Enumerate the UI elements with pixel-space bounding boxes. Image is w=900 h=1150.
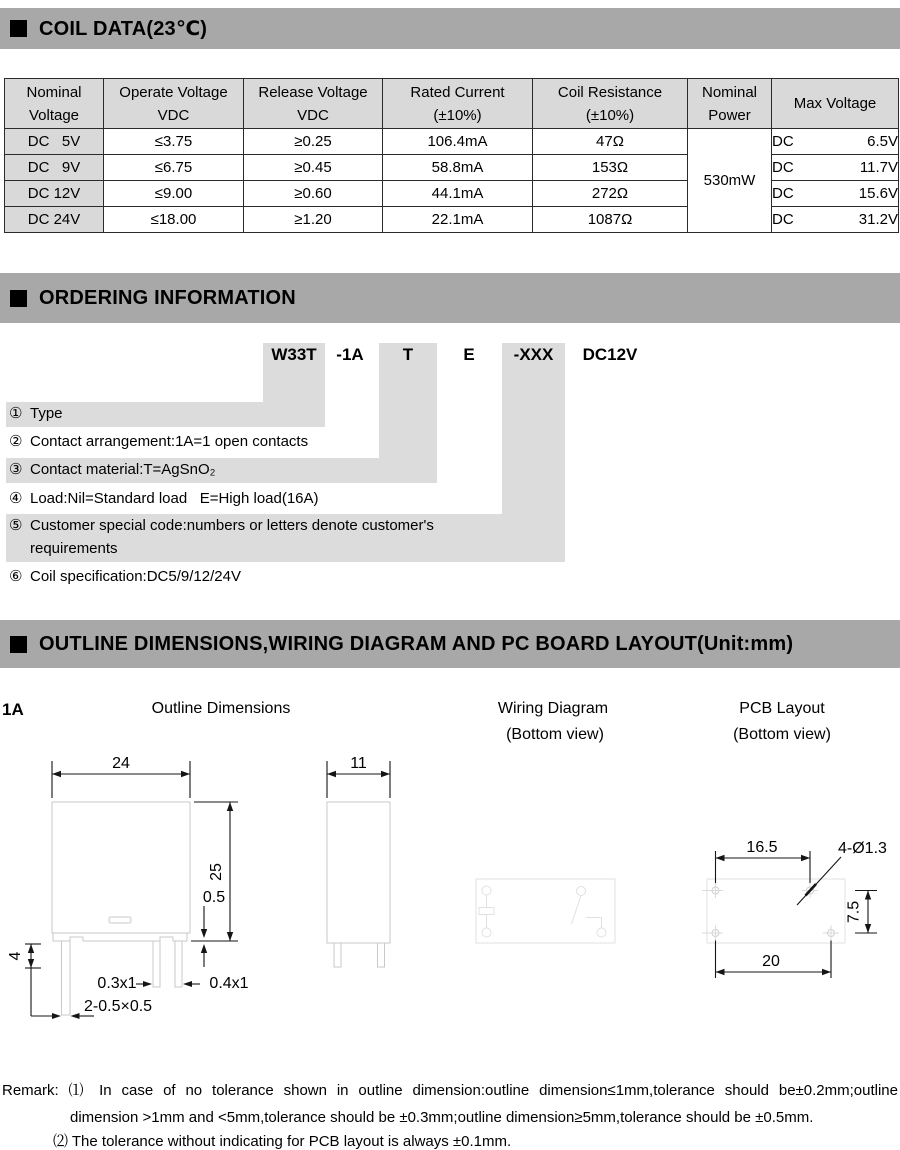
cell-coil-resistance: 1087Ω bbox=[533, 207, 688, 233]
pin-left bbox=[62, 941, 71, 1015]
cell-release-voltage: ≥1.20 bbox=[244, 207, 383, 233]
dim-pin-b-size bbox=[183, 975, 249, 992]
code-part-material: T bbox=[402, 345, 414, 364]
relay-body-side bbox=[327, 802, 390, 943]
svg-text:16.5: 16.5 bbox=[746, 839, 778, 856]
dim-front-width bbox=[52, 755, 190, 798]
svg-text:7.5: 7.5 bbox=[845, 900, 863, 924]
ordering-item-5-line2: requirements bbox=[30, 540, 118, 557]
dim-pin-length bbox=[7, 944, 41, 1016]
ordering-item-1: ① Type bbox=[9, 405, 63, 422]
side-view-drawing bbox=[327, 755, 390, 967]
section-bullet-icon bbox=[10, 636, 27, 653]
cell-release-voltage: ≥0.60 bbox=[244, 181, 383, 207]
col-header-rated-current: Rated Current (±10%) bbox=[383, 79, 533, 129]
wiring-diagram-drawing bbox=[476, 879, 615, 943]
relay-body-front bbox=[52, 802, 190, 933]
code-part-load: E bbox=[463, 345, 475, 364]
pin-side-left bbox=[334, 943, 341, 967]
dim-front-height bbox=[191, 802, 238, 941]
cell-operate-voltage: ≤6.75 bbox=[104, 155, 244, 181]
pin-side-right bbox=[378, 943, 385, 967]
section-header-coil-data bbox=[0, 8, 900, 49]
code-part-contact: -1A bbox=[336, 345, 364, 364]
code-part-special: -XXX bbox=[513, 345, 554, 364]
cell-coil-resistance: 153Ω bbox=[533, 155, 688, 181]
col-header-nominal-power: Nominal Power bbox=[688, 79, 772, 129]
svg-text:0.3x1: 0.3x1 bbox=[97, 975, 137, 992]
cell-operate-voltage: ≤3.75 bbox=[104, 129, 244, 155]
col-header-nominal-voltage: Nominal Voltage bbox=[5, 79, 104, 129]
cell-rated-current: 44.1mA bbox=[383, 181, 533, 207]
cell-rated-current: 58.8mA bbox=[383, 155, 533, 181]
cell-max-voltage: DC 6.5V bbox=[772, 129, 899, 155]
cell-nominal-voltage: DC 5V bbox=[5, 129, 104, 155]
wiring-diagram-label: Wiring Diagram bbox=[497, 700, 609, 717]
svg-text:0.5: 0.5 bbox=[202, 889, 226, 906]
svg-text:25: 25 bbox=[208, 863, 225, 881]
pcb-layout-drawing bbox=[702, 839, 887, 978]
ordering-item-2: ② Contact arrangement:1A=1 open contacts bbox=[9, 433, 309, 450]
coil-symbol bbox=[479, 908, 494, 915]
svg-text:0.4x1: 0.4x1 bbox=[209, 975, 249, 992]
section-bullet-icon bbox=[10, 290, 27, 307]
svg-text:11: 11 bbox=[350, 755, 367, 772]
cell-nominal-voltage: DC 9V bbox=[5, 155, 104, 181]
svg-text:4: 4 bbox=[7, 951, 24, 961]
front-view-drawing bbox=[7, 755, 249, 1019]
pcb-layout-label: PCB Layout bbox=[739, 700, 825, 717]
section-header-ordering bbox=[0, 273, 900, 323]
svg-text:2-0.5×0.5: 2-0.5×0.5 bbox=[84, 998, 153, 1015]
cell-operate-voltage: ≤9.00 bbox=[104, 181, 244, 207]
cell-rated-current: 22.1mA bbox=[383, 207, 533, 233]
cell-max-voltage: DC 31.2V bbox=[772, 207, 899, 233]
table-header-row bbox=[5, 79, 899, 129]
pin-mid-right bbox=[175, 941, 182, 987]
wiring-outline bbox=[476, 879, 615, 943]
section-title: COIL DATA(23℃) bbox=[39, 18, 208, 40]
svg-text:20: 20 bbox=[762, 953, 780, 970]
dim-pin-left-size bbox=[31, 998, 152, 1019]
col-header-max-voltage: Max Voltage bbox=[772, 79, 899, 129]
dim-pcb-bottom-pitch bbox=[716, 941, 832, 979]
svg-text:4-Ø1.3: 4-Ø1.3 bbox=[838, 840, 887, 857]
dim-side-width bbox=[327, 755, 390, 798]
cell-coil-resistance: 272Ω bbox=[533, 181, 688, 207]
technical-drawings bbox=[0, 745, 900, 1035]
variant-label: 1A bbox=[2, 700, 24, 719]
cell-nominal-voltage: DC 12V bbox=[5, 181, 104, 207]
ordering-item-4: ④ Load:Nil=Standard load E=High load(16A) bbox=[9, 490, 319, 507]
cell-rated-current: 106.4mA bbox=[383, 129, 533, 155]
terminal-coil-top bbox=[482, 886, 491, 895]
section-header-outline bbox=[0, 620, 900, 668]
body-slot bbox=[109, 917, 131, 923]
section-title: OUTLINE DIMENSIONS,WIRING DIAGRAM AND PC BOARD LAYOUT(Unit:mm) bbox=[39, 632, 794, 655]
cell-nominal-power: 530mW bbox=[688, 129, 772, 233]
dim-pin-a-size bbox=[97, 975, 152, 992]
switch-blade bbox=[572, 896, 582, 925]
svg-text:24: 24 bbox=[112, 755, 130, 772]
terminal-no-contact bbox=[597, 928, 606, 937]
ordering-item-6: ⑥ Coil specification:DC5/9/12/24V bbox=[9, 568, 241, 585]
terminal-coil-bottom bbox=[482, 928, 491, 937]
section-title: ORDERING INFORMATION bbox=[39, 286, 296, 309]
ordering-item-5: ⑤ Customer special code:numbers or letters denote customer's bbox=[9, 517, 434, 534]
remark-line-2: dimension >1mm and <5mm,tolerance should be ±0.3mm;outline dimension≥5mm,tolerance should be ±0.5mm. bbox=[70, 1109, 814, 1126]
cell-release-voltage: ≥0.45 bbox=[244, 155, 383, 181]
table-row bbox=[5, 129, 899, 155]
cell-release-voltage: ≥0.25 bbox=[244, 129, 383, 155]
remark-line-1: Remark: ⑴ In case of no tolerance shown in outline dimension:outline dimension≤1mm,tolerance should be±0.2mm;outline bbox=[2, 1082, 898, 1099]
body-flange bbox=[53, 933, 187, 941]
remark-line-3: ⑵ The tolerance without indicating for PCB layout is always ±0.1mm. bbox=[53, 1133, 512, 1150]
coil-data-table bbox=[4, 78, 899, 233]
cell-max-voltage: DC 11.7V bbox=[772, 155, 899, 181]
section-bullet-icon bbox=[10, 20, 27, 37]
pin-mid-left bbox=[153, 941, 160, 987]
cell-coil-resistance: 47Ω bbox=[533, 129, 688, 155]
terminal-common bbox=[577, 887, 586, 896]
cell-nominal-voltage: DC 24V bbox=[5, 207, 104, 233]
col-header-coil-resistance: Coil Resistance (±10%) bbox=[533, 79, 688, 129]
cell-max-voltage: DC 15.6V bbox=[772, 181, 899, 207]
code-part-coil: DC12V bbox=[582, 345, 638, 364]
dim-step-height bbox=[201, 889, 225, 967]
cell-operate-voltage: ≤18.00 bbox=[104, 207, 244, 233]
code-part-type: W33T bbox=[271, 345, 317, 364]
wiring-bottom-view-label: (Bottom view) bbox=[506, 726, 604, 743]
col-header-release-voltage: Release Voltage VDC bbox=[244, 79, 383, 129]
pcb-bottom-view-label: (Bottom view) bbox=[733, 726, 831, 743]
dim-pcb-right-pitch bbox=[846, 891, 878, 934]
ordering-item-3: ③ Contact material:T=AgSnO₂ bbox=[9, 461, 216, 478]
dim-pcb-top-pitch bbox=[716, 839, 811, 883]
outline-dimensions-label: Outline Dimensions bbox=[151, 700, 291, 717]
col-header-operate-voltage: Operate Voltage VDC bbox=[104, 79, 244, 129]
